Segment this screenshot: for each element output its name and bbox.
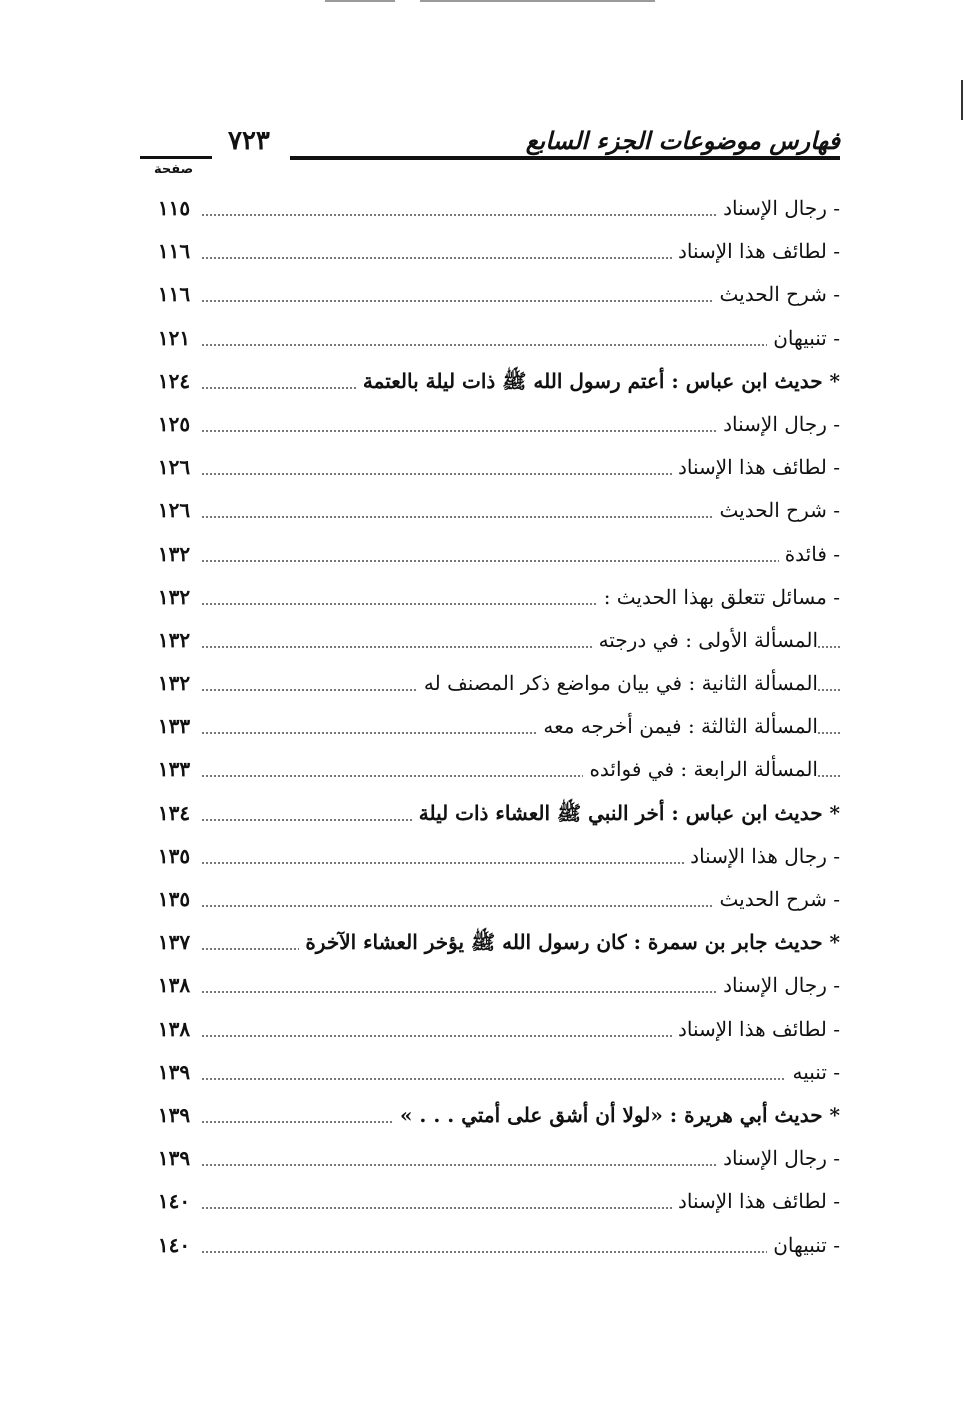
toc-entry-page: ١٣٣ [157, 757, 191, 782]
toc-entry [150, 751, 840, 794]
toc-entry [150, 449, 840, 492]
toc-entry [150, 881, 840, 924]
header-rule [290, 156, 840, 160]
page-header [140, 120, 840, 180]
toc-entry [150, 406, 840, 449]
toc-entry [150, 320, 840, 363]
toc-entry-page: ١٢١ [157, 325, 191, 350]
toc-entry-page: ١٣٩ [157, 1059, 191, 1084]
toc-entry-title: المسألة الأولى : في درجته [593, 628, 818, 652]
margin-mark [961, 80, 963, 120]
toc-entry [150, 233, 840, 276]
toc-entry [150, 579, 840, 622]
toc-entry-title: المسألة الرابعة : في فوائده [583, 757, 818, 781]
toc-entry-title: - رجال الإسناد [717, 1146, 840, 1170]
toc-entry-title: - شرح الحديث [714, 887, 840, 911]
toc-entry [150, 1140, 840, 1183]
toc-entry-title: * حديث جابر بن سمرة : كان رسول الله ﷺ يؤخر العشاء الآخرة [299, 930, 840, 959]
top-edge-rule-right [420, 0, 655, 2]
toc-entry [150, 708, 840, 751]
toc-entry [150, 1054, 840, 1097]
toc-entry-page: ١٣٢ [157, 627, 191, 652]
toc-entry-page: ١٣٩ [157, 1146, 191, 1171]
toc-entry-page: ١١٦ [157, 282, 191, 307]
toc-entry-title: - رجال الإسناد [717, 196, 840, 220]
toc-entry [150, 1183, 840, 1226]
top-edge-rule-left [325, 0, 395, 2]
toc-entry-page: ١٣٣ [157, 714, 191, 739]
toc-entry-title: - شرح الحديث [714, 282, 840, 306]
toc-entry-title: - رجال الإسناد [717, 412, 840, 436]
toc-entry [150, 363, 840, 406]
toc-entry-title: - رجال الإسناد [717, 973, 840, 997]
toc-entry-title: - لطائف هذا الإسناد [672, 1189, 840, 1213]
toc-entry-title: - شرح الحديث [714, 498, 840, 522]
toc-entry [150, 795, 840, 838]
toc-entry-title: - تنبيهان [767, 326, 840, 350]
dot-leader [202, 1078, 840, 1080]
toc-entry-title: - رجال هذا الإسناد [684, 844, 840, 868]
toc-entry [150, 1227, 840, 1270]
toc-entry-page: ١٤٠ [157, 1189, 191, 1214]
toc-entry-page: ١٢٦ [157, 498, 191, 523]
toc-entry-title: المسألة الثانية : في بيان مواضع ذكر المصنف له [418, 671, 818, 695]
page-column-label: صفحة [154, 162, 194, 177]
running-title: فهارس موضوعات الجزء السابع [525, 126, 840, 155]
dot-leader [202, 560, 840, 562]
toc-entry-page: ١٣٥ [157, 887, 191, 911]
toc-entry-title: * حديث ابن عباس : أعتم رسول الله ﷺ ذات ليلة بالعتمة [357, 369, 840, 398]
toc-entry [150, 492, 840, 535]
toc-entry-page: ١٣٨ [157, 1016, 191, 1041]
toc-entry [150, 536, 840, 579]
page-column-rule [140, 156, 212, 159]
toc-entry [150, 190, 840, 233]
toc-entry-title: * حديث ابن عباس : أخر النبي ﷺ العشاء ذات ليلة [413, 801, 840, 830]
toc-entry-page: ١٣٧ [157, 930, 191, 955]
toc-entry [150, 665, 840, 708]
toc-entry [150, 838, 840, 881]
toc-entry-page: ١٢٤ [157, 368, 191, 393]
toc-entry [150, 1097, 840, 1140]
toc-entry [150, 924, 840, 967]
toc-entry-title: - فائدة [779, 542, 840, 566]
toc-entry-title: المسألة الثالثة : فيمن أخرجه معه [537, 714, 818, 738]
toc-entry-page: ١١٦ [157, 239, 191, 264]
toc-entry-page: ١٣٩ [157, 1102, 191, 1127]
toc-entry-title: - تنبيه [786, 1060, 840, 1084]
toc-entry-page: ١٣٢ [157, 584, 191, 609]
toc-entry [150, 1011, 840, 1054]
dot-leader [202, 1251, 840, 1253]
toc-entry-title: - مسائل تتعلق بهذا الحديث : [598, 585, 840, 609]
toc-entry-title: - تنبيهان [767, 1233, 840, 1257]
toc-entry-page: ١٣٢ [157, 671, 191, 696]
toc-entry-page: ١٣٨ [157, 973, 191, 998]
dot-leader [202, 344, 840, 346]
toc-entry-page: ١٢٥ [157, 411, 191, 436]
toc-entry-page: ١٤٠ [157, 1232, 191, 1257]
toc-entry [150, 622, 840, 665]
toc-entry-page: ١٣٥ [157, 843, 191, 868]
toc-entry [150, 276, 840, 319]
toc-entry-title: * حديث أبي هريرة : «لولا أن أشق على أمتي . . . » [394, 1103, 840, 1127]
toc-entry-page: ١٢٦ [157, 455, 191, 480]
toc-entry-title: - لطائف هذا الإسناد [672, 239, 840, 263]
toc-entry-title: - لطائف هذا الإسناد [672, 455, 840, 479]
toc-entry-title: - لطائف هذا الإسناد [672, 1017, 840, 1041]
toc-entry-page: ١١٥ [157, 196, 191, 220]
table-of-contents [150, 190, 840, 1270]
toc-entry-page: ١٣٤ [157, 800, 191, 825]
toc-entry [150, 967, 840, 1010]
page-number: ٧٢٣ [228, 126, 270, 156]
toc-entry-page: ١٣٢ [157, 541, 191, 566]
